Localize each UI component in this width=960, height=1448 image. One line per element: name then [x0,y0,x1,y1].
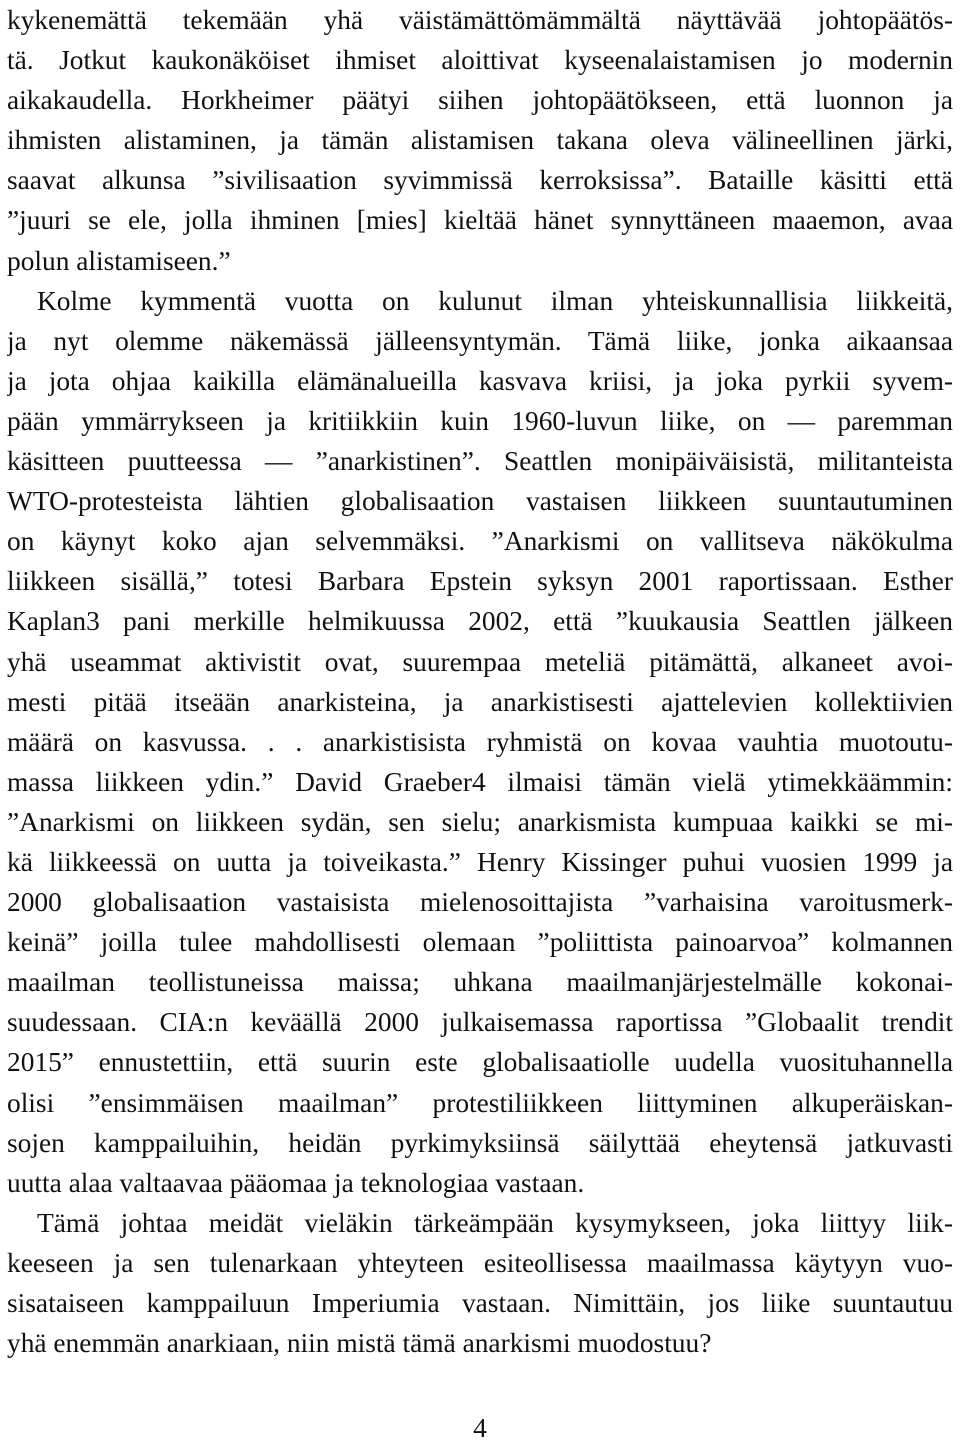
text-line: Kaplan3 pani merkille helmikuussa 2002, että ”kuukausia Seattlen jälkeen [7,606,953,637]
text-line: sojen kamppailuihin, heidän pyrkimyksiinsä säilyttää eheytensä jatkuvasti [7,1127,953,1158]
text-line: massa liikkeen ydin.” David Graeber4 ilmaisi tämän vielä ytimekkäämmin: [7,766,953,797]
text-line: määrä on kasvussa. . . anarkistisista ryhmistä on kovaa vauhtia muotoutu- [7,726,953,757]
text-line: ihmisten alistaminen, ja tämän alistamisen takana oleva välineellinen järki, [7,125,953,156]
text-line: 2015” ennustettiin, että suurin este globalisaatiolle uudella vuosituhannella [7,1047,953,1078]
text-line: ”Anarkismi on liikkeen sydän, sen sielu; anarkismista kumpuaa kaikki se mi- [7,806,953,837]
text-line: aikakaudella. Horkheimer päätyi siihen johtopäätökseen, että luonnon ja [7,85,953,116]
paragraph-3 [7,1203,953,1363]
text-line: maailman teollistuneissa maissa; uhkana maailmanjärjestelmälle kokonai- [7,967,953,998]
text-line: saavat alkunsa ”sivilisaation syvimmissä kerroksissa”. Bataille käsitti että [7,165,953,196]
text-line: kykenemättä tekemään yhä väistämättömämmältä näyttävää johtopäätös- [7,5,953,35]
text-line: on käynyt koko ajan selvemmäksi. ”Anarkismi on vallitseva näkökulma [7,526,953,557]
text-line: mesti pitää itseään anarkisteina, ja anarkistisesti ajattelevien kollektiivien [7,686,953,717]
text-line: 2000 globalisaation vastaisista mielenosoittajista ”varhaisina varoitusmerk- [7,887,953,918]
text-line: ”juuri se ele, jolla ihminen [mies] kieltää hänet synnyttäneen maaemon, avaa [7,205,953,236]
text-line: keinä” joilla tulee mahdollisesti olemaan ”poliittista painoarvoa” kolmannen [7,927,953,958]
paragraph-1 [7,0,953,281]
text-line: käsitteen puutteessa — ”anarkistinen”. Seattlen monipäiväisistä, militanteista [7,446,953,477]
text-line: kä liikkeessä on uutta ja toiveikasta.” Henry Kissinger puhui vuosien 1999 ja [7,846,953,877]
text-line: ja nyt olemme näkemässä jälleensyntymän. Tämä liike, jonka aikaansaa [7,325,953,356]
paragraph-2 [7,281,953,1203]
text-line: liikkeen sisällä,” totesi Barbara Epstein syksyn 2001 raportissaan. Esther [7,566,953,597]
text-line: olisi ”ensimmäisen maailman” protestiliikkeen liittyminen alkuperäiskan- [7,1087,953,1118]
text-line: pään ymmärrykseen ja kritiikkiin kuin 1960-luvun liike, on — paremman [7,405,953,436]
document-page [7,0,953,1363]
text-line: tä. Jotkut kaukonäköiset ihmiset aloittivat kyseenalaistamisen jo modernin [7,45,953,76]
text-line: WTO-protesteista lähtien globalisaation vastaisen liikkeen suuntautuminen [7,486,953,517]
text-line: yhä useammat aktivistit ovat, suurempaa meteliä pitämättä, alkaneet avoi- [7,646,953,677]
page-number: 4 [473,1413,487,1443]
text-line: polun alistamiseen.” [7,245,231,276]
text-line: Tämä johtaa meidät vieläkin tärkeämpään kysymykseen, joka liittyy liik- [37,1207,953,1238]
text-line: sisataiseen kamppailuun Imperiumia vastaan. Nimittäin, jos liike suuntautuu [7,1288,953,1318]
text-line: suudessaan. CIA:n keväällä 2000 julkaisemassa raportissa ”Globaalit trendit [7,1007,953,1038]
text-line: ja jota ohjaa kaikilla elämänalueilla kasvava kriisi, ja joka pyrkii syvem- [7,365,953,396]
text-line: keeseen ja sen tulenarkaan yhteyteen esiteollisessa maailmassa käytyyn vuo- [7,1247,953,1278]
text-line: yhä enemmän anarkiaan, niin mistä tämä anarkismi muodostuu? [7,1328,712,1359]
text-line: uutta alaa valtaavaa pääomaa ja teknologiaa vastaan. [7,1167,585,1198]
text-line: Kolme kymmentä vuotta on kulunut ilman yhteiskunnallisia liikkeitä, [37,285,953,316]
